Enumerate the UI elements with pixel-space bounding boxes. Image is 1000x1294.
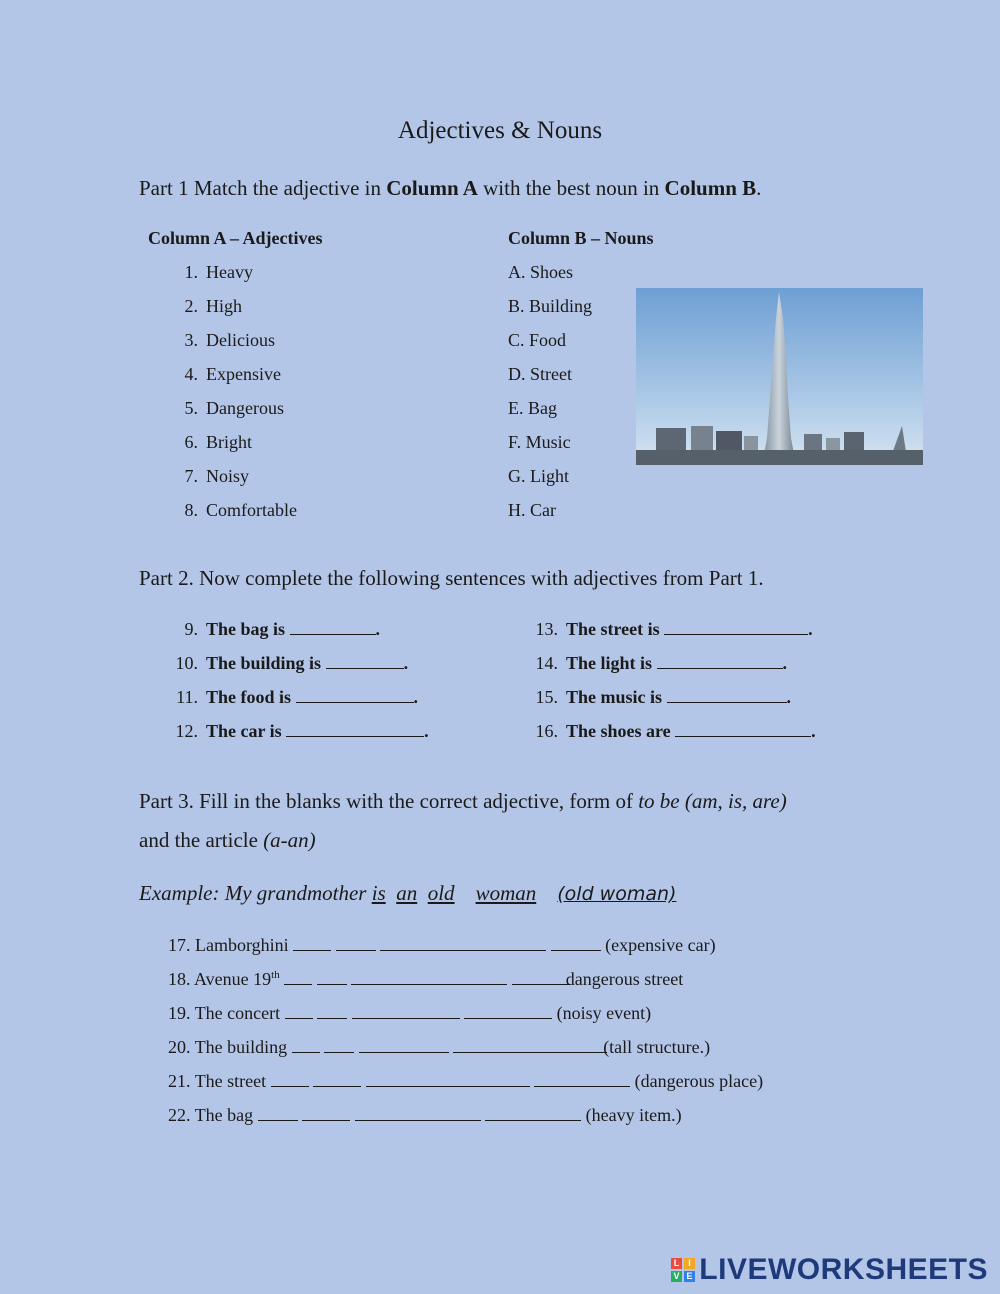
answer-blank[interactable] — [313, 1072, 361, 1087]
column-b-item: A. Shoes — [508, 262, 574, 282]
column-a-item: 4. Expensive — [184, 364, 281, 384]
answer-blank[interactable] — [317, 970, 347, 985]
fill-item: 22. The bag (heavy item.) — [168, 1105, 682, 1125]
sentence-item: 11. The food is . — [176, 687, 419, 707]
answer-blank[interactable] — [664, 620, 808, 635]
sentence-item: 16. The shoes are . — [535, 721, 816, 741]
column-a-item: 8. Comfortable — [184, 500, 297, 520]
sentence-item: 10. The building is . — [175, 653, 409, 673]
column-a-item: 2. High — [184, 296, 242, 316]
answer-blank[interactable] — [286, 722, 424, 737]
liveworksheets-logo: L I V E LIVEWORKSHEETS — [671, 1253, 988, 1287]
answer-blank[interactable] — [534, 1072, 630, 1087]
skyscraper-photo — [636, 288, 923, 465]
answer-blank[interactable] — [326, 654, 404, 669]
column-a-item: 6. Bright — [184, 432, 253, 452]
answer-blank[interactable] — [352, 1004, 460, 1019]
sentence-item: 12. The car is . — [175, 721, 429, 741]
sentence-item: 14. The light is . — [535, 653, 788, 673]
part3-instructions-line2: and the article (a-an) — [139, 828, 316, 852]
answer-blank[interactable] — [380, 936, 546, 951]
answer-blank[interactable] — [453, 1038, 607, 1053]
answer-blank[interactable] — [667, 688, 787, 703]
column-b-item: D. Street — [508, 364, 572, 384]
answer-blank[interactable] — [359, 1038, 449, 1053]
answer-blank[interactable] — [290, 620, 376, 635]
column-a-header: Column A – Adjectives — [148, 228, 323, 248]
answer-blank[interactable] — [324, 1038, 354, 1053]
answer-blank[interactable] — [336, 936, 376, 951]
fill-item: 21. The street (dangerous place) — [168, 1071, 764, 1091]
answer-blank[interactable] — [512, 970, 570, 985]
column-b-item: E. Bag — [508, 398, 557, 418]
answer-blank[interactable] — [351, 970, 507, 985]
skyscraper-illustration — [636, 288, 923, 465]
sentence-item: 15. The music is . — [535, 687, 792, 707]
answer-blank[interactable] — [285, 1004, 313, 1019]
fill-item: 17. Lamborghini (expensive car) — [168, 935, 716, 955]
fill-item: 18. Avenue 19th dangerous street — [168, 969, 684, 989]
column-b-item: F. Music — [508, 432, 571, 452]
sentence-item: 9. The bag is . — [184, 619, 381, 639]
page-title: Adjectives & Nouns — [397, 117, 603, 144]
column-a-item: 7. Noisy — [184, 466, 250, 486]
answer-blank[interactable] — [657, 654, 783, 669]
answer-blank[interactable] — [292, 1038, 320, 1053]
answer-blank[interactable] — [296, 688, 414, 703]
answer-blank[interactable] — [464, 1004, 552, 1019]
fill-item: 19. The concert (noisy event) — [168, 1003, 652, 1023]
answer-blank[interactable] — [551, 936, 601, 951]
sentence-item: 13. The street is . — [535, 619, 813, 639]
column-a-item: 1. Heavy — [184, 262, 253, 282]
part2-instructions: Part 2. Now complete the following sentences with adjectives from Part 1. — [139, 566, 764, 590]
column-b-item: B. Building — [508, 296, 593, 316]
answer-blank[interactable] — [485, 1106, 581, 1121]
answer-blank[interactable] — [675, 722, 811, 737]
column-a-item: 3. Delicious — [184, 330, 275, 350]
answer-blank[interactable] — [284, 970, 312, 985]
part1-instructions: Part 1 Match the adjective in Column A with the best noun in Column B. — [139, 176, 762, 200]
part3-instructions-line1: Part 3. Fill in the blanks with the correct adjective, form of to be (am, is, are) — [139, 789, 787, 813]
example-sentence: Example: My grandmother is an old woman (old woman) — [139, 881, 677, 905]
column-b-item: G. Light — [508, 466, 569, 486]
answer-blank[interactable] — [317, 1004, 347, 1019]
logo-mark-icon: L I V E — [671, 1258, 695, 1282]
column-b-header: Column B – Nouns — [508, 228, 654, 248]
column-b-item: H. Car — [508, 500, 556, 520]
answer-blank[interactable] — [355, 1106, 481, 1121]
answer-blank[interactable] — [258, 1106, 298, 1121]
answer-blank[interactable] — [271, 1072, 309, 1087]
fill-item: 20. The building (tall structure.) — [168, 1037, 711, 1057]
answer-blank[interactable] — [366, 1072, 530, 1087]
column-b-item: C. Food — [508, 330, 567, 350]
answer-blank[interactable] — [293, 936, 331, 951]
column-a-item: 5. Dangerous — [184, 398, 284, 418]
answer-blank[interactable] — [302, 1106, 350, 1121]
